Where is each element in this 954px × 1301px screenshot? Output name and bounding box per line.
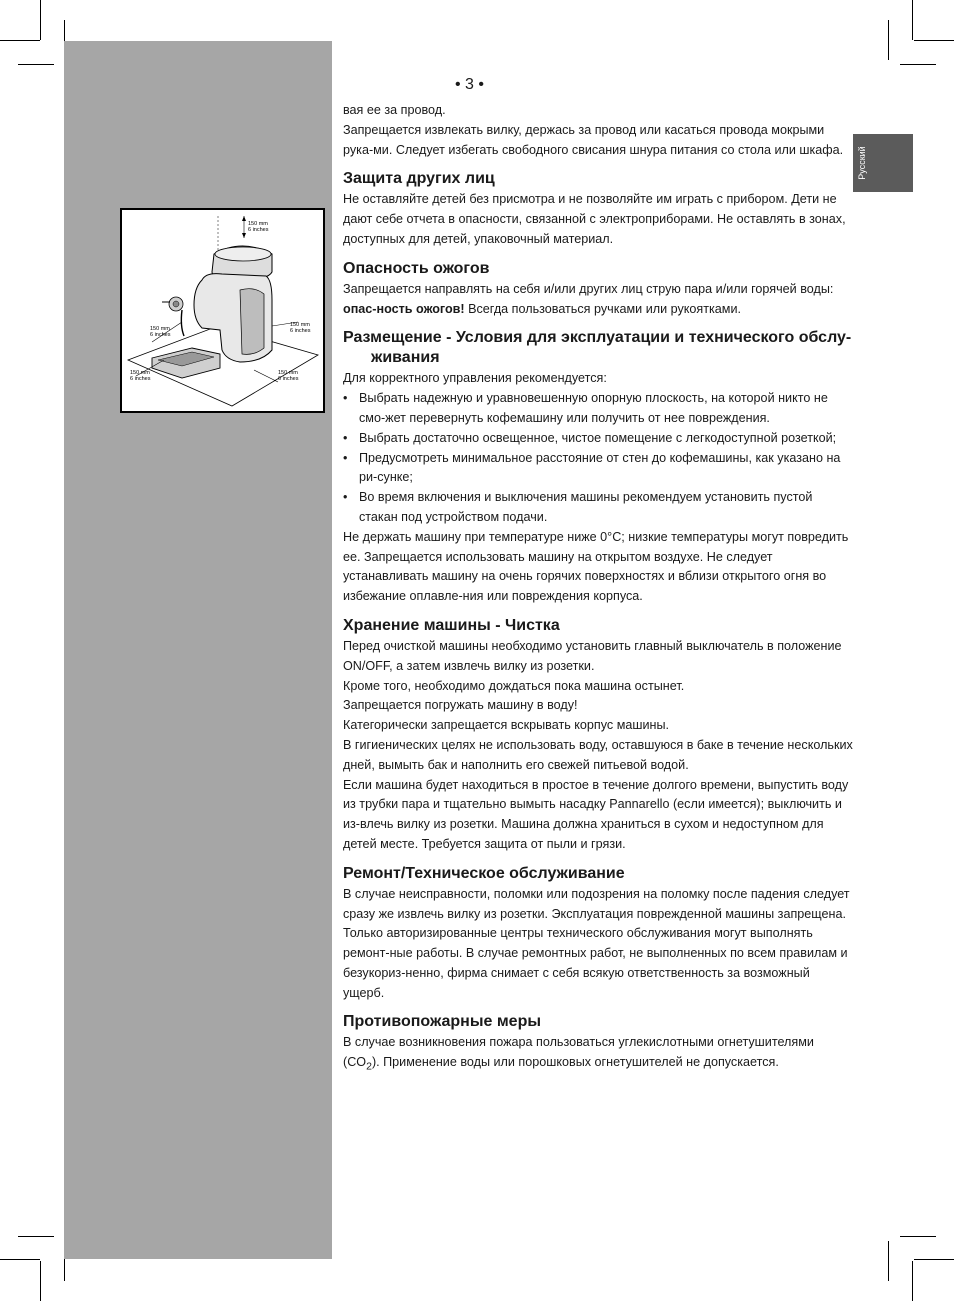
fire-text-end: ). Применение воды или порошковых огнетушителей не допускается.: [371, 1055, 779, 1070]
storage-line: Запрещается погружать машину в воду!: [343, 698, 578, 713]
section-body-burns: [343, 280, 853, 320]
dim-label-front: 150 mm: [130, 370, 150, 376]
placement-lead: Для корректного управления рекомендуется:: [343, 371, 607, 386]
burns-text-end: Всегда пользоваться ручками или рукоятками.: [464, 301, 741, 316]
section-title-storage: Хранение машины - Чистка: [343, 616, 560, 634]
intro-line-1: вая ее за провод.: [343, 103, 446, 117]
placement-title-line-2: живания: [371, 349, 440, 367]
crop-mark: [912, 1261, 913, 1301]
dim-label-back: 150 mm: [278, 370, 298, 376]
burns-text-start: Запрещается направлять на себя и/или других лиц струю пара и/или горячей воды:: [343, 281, 834, 296]
placement-title-line-1: Размещение - Условия для эксплуатации и технического обслу-: [343, 329, 852, 347]
dim-label-right-inches: 6 inches: [290, 328, 311, 334]
placement-illustration: [120, 208, 325, 413]
crop-mark: [900, 1236, 936, 1237]
crop-mark: [18, 64, 54, 65]
section-body-fire: [343, 1033, 853, 1077]
crop-mark: [888, 20, 889, 60]
section-title-burns: Опасность ожогов: [343, 259, 490, 277]
section-body-protection: Не оставляйте детей без присмотра и не позволяйте им играть с прибором. Дети не дают себе отчета в опасности, связанной с электроприборами. Не оставлять в зонах, доступных для детей, упаковочный материал.: [343, 192, 846, 246]
crop-mark: [40, 0, 41, 40]
crop-mark: [914, 40, 954, 41]
section-title-repair: Ремонт/Техническое обслуживание: [343, 864, 625, 882]
fire-text-subscript: 2: [366, 1060, 372, 1073]
crop-mark: [912, 0, 913, 40]
dim-label-right: 150 mm: [290, 322, 310, 328]
crop-mark: [18, 1236, 54, 1237]
crop-mark: [914, 1259, 954, 1260]
storage-line: Перед очисткой машины необходимо установить главный выключатель в положение ON/OFF, а затем извлечь вилку из розетки.: [343, 638, 842, 673]
section-body-repair: В случае неисправности, поломки или подозрения на поломку после падения следует сразу же извлечь вилку из розетки. Эксплуатация поврежденной машины запрещена. Только авторизированные центры технического обслуживания могут выполнять ремонт-ные работы. В случае ремонтных работ, не выполненных по всем правилам и безукориз-ненно, фирма снимает с себя всякую ответственность за возможный ущерб.: [343, 886, 850, 1000]
crop-mark: [888, 1241, 889, 1281]
crop-mark: [900, 64, 936, 65]
crop-mark: [40, 1261, 41, 1301]
storage-line: В гигиенических целях не использовать воду, оставшуюся в баке в течение нескольких дней, вымыть бак и наполнить его свежей питьевой водой.: [343, 737, 853, 772]
section-title-placement: [343, 328, 853, 368]
crop-mark: [0, 1259, 40, 1260]
section-title-protection: Защита других лиц: [343, 170, 495, 188]
dim-label-left-inches: 6 inches: [150, 332, 171, 338]
dim-label-left: 150 mm: [150, 326, 170, 332]
burns-text-bold: опас-ность ожогов!: [343, 301, 465, 316]
storage-line: Кроме того, необходимо дождаться пока машина остынет.: [343, 678, 685, 693]
placement-bullet-list: [343, 389, 853, 528]
section-title-fire: Противопожарные меры: [343, 1013, 541, 1031]
storage-line: Если машина будет находиться в простое в течение долгого времени, выпустить воду из трубки пара и тщательно вымыть насадку Pannarello (если имеется); выключить и из-влечь вилку из розетки. Машина должна храниться в сухом и недоступном для детей месте. Требуется защита от пыли и грязи.: [343, 777, 849, 851]
dim-label-top: 150 mm: [248, 221, 268, 227]
storage-line: Категорически запрещается вскрывать корпус машины.: [343, 718, 670, 733]
list-item: • Во время включения и выключения машины рекомендуем установить пустой стакан под устройством подачи.: [343, 488, 853, 528]
placement-tail: Не держать машину при температуре ниже 0°C; низкие температуры могут повредить ее. Запрещается использовать машину на открытом воздухе. Не следует устанавливать машину на очень горячих поверхностях и вблизи открытого огня во избежание оплавле-ния или повреждения корпуса.: [343, 529, 849, 604]
language-tab-label: Русский: [857, 146, 867, 180]
list-item: • Выбрать надежную и уравновешенную опорную плоскость, на которой никто не смо-жет перевернуть кофемашину или получить от нее повреждения.: [343, 389, 853, 429]
dim-label-front-inches: 6 inches: [130, 376, 151, 382]
dim-label-top-inches: 6 inches: [248, 227, 269, 233]
list-item: • Выбрать достаточно освещенное, чистое помещение с легкодоступной розеткой;: [343, 429, 853, 449]
page-number: • 3 •: [455, 76, 484, 93]
crop-mark: [0, 40, 40, 41]
dim-label-back-inches: 6 inches: [278, 376, 299, 382]
coffee-machine-drawing: [122, 210, 323, 411]
fire-text-start: В случае возникновения пожара пользоваться углекислотными огнетушителями (CO: [343, 1035, 814, 1070]
list-item: • Предусмотреть минимальное расстояние от стен до кофемашины, как указано на ри-сунке;: [343, 449, 853, 489]
main-text-column: [343, 101, 853, 1078]
intro-line-2: Запрещается извлекать вилку, держась за провод или касаться провода мокрыми рука-ми. Следует избегать свободного свисания шнура питания со стола или шкафа.: [343, 122, 844, 157]
